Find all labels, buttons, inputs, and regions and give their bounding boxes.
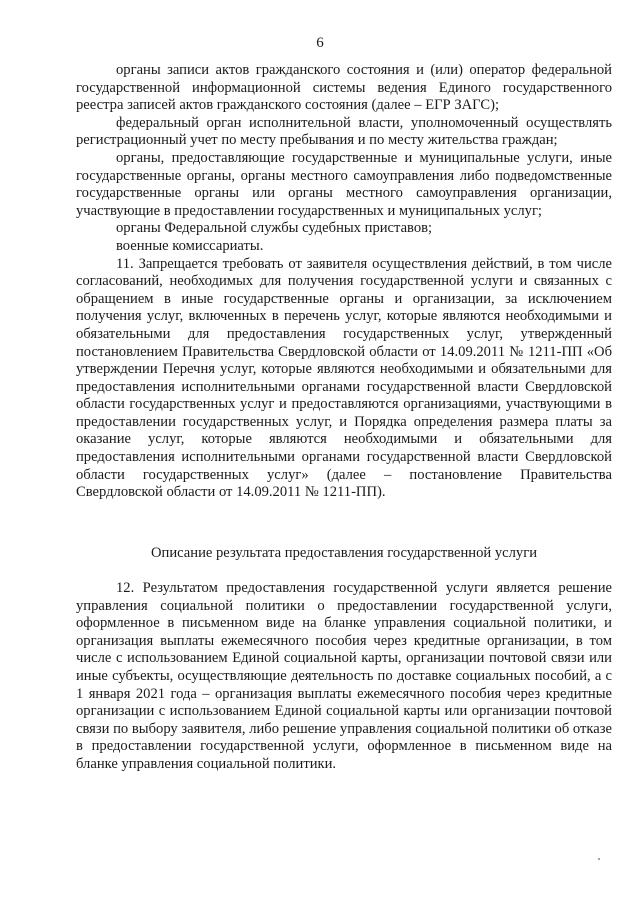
page-number: 6 — [316, 35, 324, 51]
result-text-block — [76, 580, 612, 774]
section-heading: Описание результата предоставления государственной услуги — [150, 545, 538, 561]
paragraph-item-11: 11. Запрещается требовать от заявителя осуществления действий, в том числе согласований, необходимых для получения государственной услуги и связанных с обращением в иные государственные органы и организации, за исключением получения услуг, включенных в перечень услуг, которые являются необходимыми и обязательными для предоставления государственных услуг, утвержденный постановлением Правительства Свердловской области от 14.09.2011 № 1211-ПП «Об утверждении Перечня услуг, которые являются необходимыми и обязательными для предоставления исполнительными органами государственной власти Свердловской области государственных услуг и предоставляются организациями, участвующими в предоставлении государственных услуг, и Порядка определения размера платы за оказание услуг, которые являются необходимыми и обязательными для предоставления исполнительными органами государственной власти Свердловской области государственных услуг» (далее – постановление Правительства Свердловской области от 14.09.2011 № 1211-ПП). — [76, 255, 612, 501]
paragraph-item-12: 12. Результатом предоставления государственной услуги является решение управления социальной политики о предоставлении государственной услуги, оформленное в письменном виде на бланке управления социальной политики, и организация выплаты ежемесячного пособия через кредитные организации, в том числе с использованием Единой социальной карты, организации почтовой связи или иные субъекты, осуществляющие деятельность по доставке социальных пособий, а с 1 января 2021 года – организация выплаты ежемесячного пособия через кредитные организации с использованием Единой социальной карты или организации почтовой связи по выбору заявителя, либо решение управления социальной политики об отказе в предоставлении государственной услуги, оформленное в письменном виде на бланке управления социальной политики. — [76, 580, 612, 772]
paragraph-military: военные комиссариаты. — [116, 237, 264, 254]
top-text-block — [76, 62, 612, 502]
paragraph-organs-services: органы, предоставляющие государственные и муниципальные услуги, иные государственные органы, органы местного самоуправления либо подведомственные государственные органы или органы местного самоуправления организации, участвующие в предоставлении государственных и муниципальных услуг; — [76, 149, 612, 219]
paragraph-federal-organ: федеральный орган исполнительной власти, уполномоченный осуществлять регистрационный учет по месту пребывания и по месту жительства граждан; — [76, 114, 612, 149]
paragraph-zags: органы записи актов гражданского состояния и (или) оператор федеральной государственной информационной системы ведения Единого государственного реестра записей актов гражданского состояния (далее – ЕГР ЗАГС); — [76, 62, 612, 114]
scan-speck — [598, 858, 600, 860]
paragraph-bailiffs: органы Федеральной службы судебных приставов; — [116, 220, 433, 237]
